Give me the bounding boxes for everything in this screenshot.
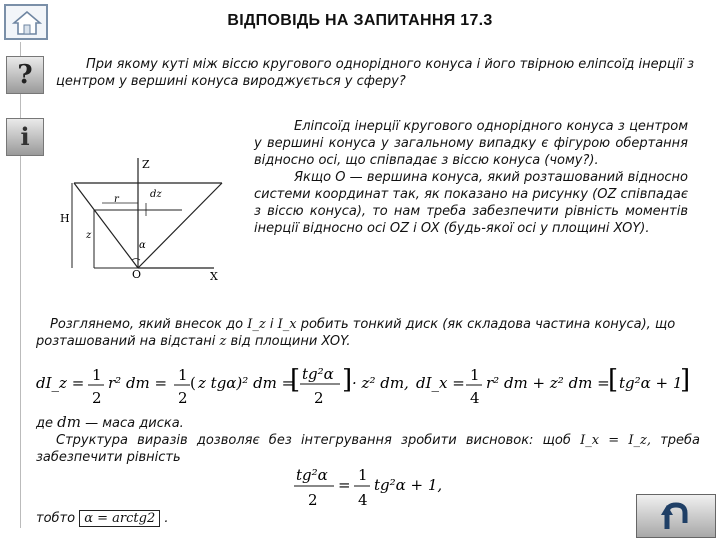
svg-text:tg²α: tg²α (302, 365, 334, 383)
svg-text:4: 4 (358, 491, 368, 509)
question-text: При якому куті між віссю кругового однорідного конуса і його твірною еліпсоїд інерції з центром у вершині конуса вироджується у сферу? (56, 57, 695, 89)
back-button[interactable] (636, 494, 716, 538)
p3-and: і (269, 317, 274, 332)
H-label: H (60, 212, 70, 225)
svg-text:]: ] (680, 365, 691, 395)
disk-contribution-paragraph (36, 316, 700, 350)
svg-text:[: [ (290, 365, 301, 395)
p3-part-a: Розглянемо, який внесок до (50, 317, 244, 332)
svg-text:r² dm + z² dm =: r² dm + z² dm = (486, 374, 610, 392)
explanation-p2: Якщо O — вершина конуса, який розташований відносно системи координат так, як показано на рисунку (OZ співпадає з віссю конуса), то нам треба забезпечити рівність моментів інерції відносно осі OZ і OX (будь-якої осі у площині XOY). (254, 170, 688, 236)
info-icon (6, 118, 44, 156)
de-prefix: де (36, 416, 53, 431)
svg-text:2: 2 (314, 389, 324, 407)
dm-definition (36, 414, 184, 432)
alpha-arc (132, 259, 140, 261)
explanation-p1: Еліпсоїд інерції кругового однорідного конуса з центром у вершині конуса у загальному випадку є фігурою обертання відносно осі, що співпадає з віссю конуса (чому?). (254, 119, 688, 168)
svg-text:2: 2 (178, 389, 188, 407)
svg-text:(: ( (190, 374, 196, 392)
info-glyph: i (20, 122, 30, 151)
de-dm: dm (57, 413, 81, 431)
svg-text:r² dm =: r² dm = (108, 374, 168, 392)
x-axis-label: X (210, 270, 218, 283)
return-arrow-icon (659, 501, 693, 531)
svg-text:· z² dm,: · z² dm, (352, 374, 409, 392)
page-title: ВІДПОВІДЬ НА ЗАПИТАННЯ 17.3 (227, 12, 493, 29)
formula-dIx-lhs: dI_x = (416, 374, 465, 392)
result-formula: α = arctg2 (79, 510, 160, 527)
svg-text:2: 2 (92, 389, 102, 407)
result-dot: . (164, 511, 169, 526)
result-line (36, 510, 169, 527)
p3-part-b: робить тонкий диск (як складова частина конуса), що розташований на відстані (36, 317, 676, 349)
O-label: O (132, 268, 142, 281)
concl-eq: I_x = I_z, (580, 433, 651, 448)
margin-line (20, 42, 21, 528)
p3-Iz: I_z (247, 317, 266, 332)
concl-part-b: треба забезпечити рівність (36, 433, 701, 465)
svg-text:tg²α: tg²α (296, 466, 328, 484)
question-glyph: ? (17, 60, 33, 90)
formula-dI (36, 358, 704, 408)
cone-left-generatrix (74, 183, 138, 268)
z-axis-label: Z (142, 158, 150, 171)
dz-label: dz (150, 189, 162, 200)
tobto-label: тобто (36, 511, 76, 526)
svg-text:[: [ (608, 365, 619, 395)
de-suffix: — маса диска. (85, 416, 184, 431)
svg-text:1: 1 (358, 466, 368, 484)
concl-part-a: Структура виразів дозволяє без інтегрування зробити висновок: щоб (56, 433, 571, 448)
formula-equality (292, 460, 462, 510)
alpha-label: α (139, 240, 146, 251)
svg-text:1: 1 (92, 366, 102, 384)
svg-text:tg²α + 1: tg²α + 1 (619, 374, 683, 392)
formula-dIz-lhs: dI_z = (36, 374, 85, 392)
svg-text:1: 1 (178, 366, 188, 384)
z-label: z (86, 230, 92, 241)
p3-z: z (219, 334, 227, 349)
question-icon (6, 56, 44, 94)
svg-text:1: 1 (470, 366, 480, 384)
svg-text:]: ] (342, 365, 353, 395)
explanation (254, 118, 688, 237)
cone-diagram (54, 150, 234, 290)
svg-text:=: = (338, 476, 351, 494)
r-label: r (114, 194, 119, 205)
p3-Ix: I_x (277, 317, 297, 332)
svg-text:2: 2 (308, 491, 318, 509)
p3-part-c: від площини XOY. (230, 334, 351, 349)
svg-text:z tgα)² dm =: z tgα)² dm = (198, 374, 295, 392)
svg-text:tg²α + 1,: tg²α + 1, (374, 476, 443, 494)
svg-text:4: 4 (470, 389, 480, 407)
